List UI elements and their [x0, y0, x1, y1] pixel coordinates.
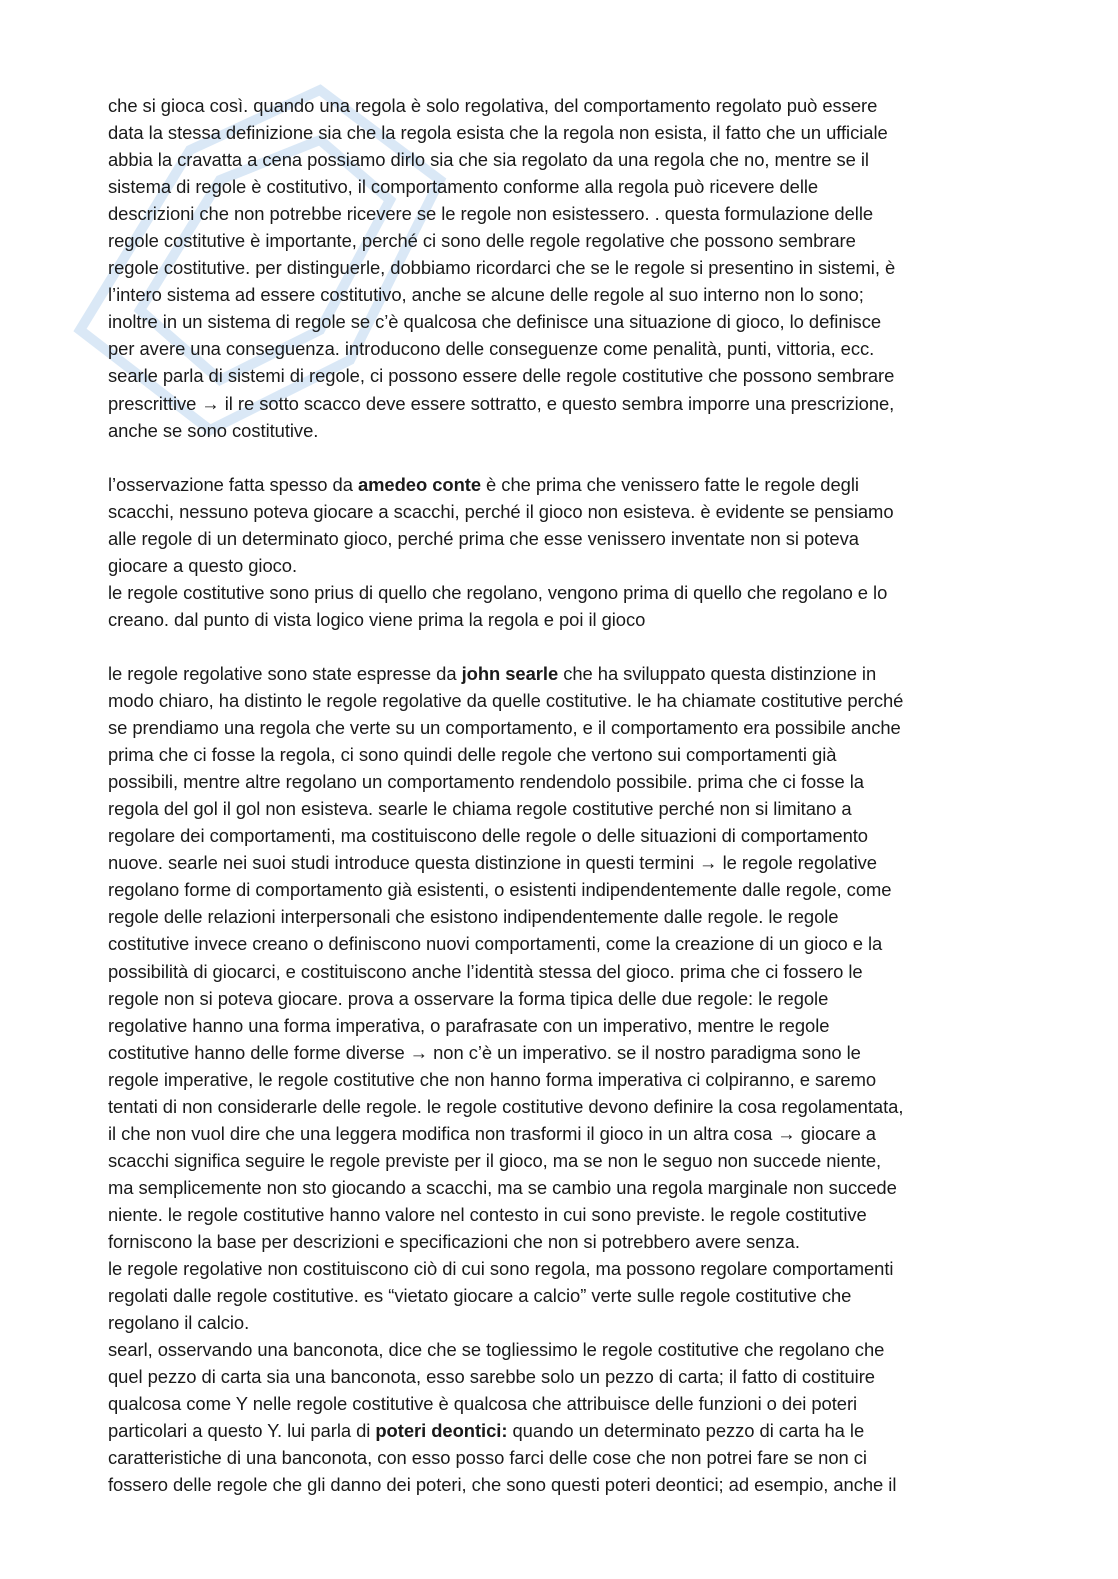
text-line	[108, 146, 1018, 173]
text-segment: searl, osservando una banconota, dice che se togliessimo le regole costitutive che regolano che	[108, 1339, 885, 1361]
text-line	[108, 254, 1018, 281]
bold-term: poteri deontici:	[375, 1420, 508, 1442]
text-segment: data la stessa definizione sia che la regola esista che la regola non esista, il fatto che un ufficiale	[108, 122, 888, 144]
text-line	[108, 795, 1018, 822]
text-segment: prima che ci fosse la regola, ci sono quindi delle regole che vertono sui comportamenti già	[108, 744, 837, 766]
text-segment: descrizioni che non potrebbe ricevere se le regole non esistessero. . questa formulazione delle	[108, 203, 874, 225]
text-line	[108, 1309, 1018, 1336]
text-line	[108, 1390, 1018, 1417]
text-line	[108, 281, 1018, 308]
text-segment: regolati dalle regole costitutive. es “vietato giocare a calcio” verte sulle regole costitutive che	[108, 1285, 852, 1307]
text-line	[108, 687, 1018, 714]
text-segment: niente. le regole costitutive hanno valore nel contesto in cui sono previste. le regole costitutive	[108, 1203, 867, 1225]
text-line	[108, 525, 1018, 552]
text-segment: ma semplicemente non sto giocando a scacchi, ma se cambio una regola marginale non succede	[108, 1176, 897, 1198]
text-segment: regola del gol il gol non esisteva. searle le chiama regole costitutive perché non si limitano a	[108, 798, 852, 820]
text-line	[108, 1066, 1018, 1093]
text-segment: possibilità di giocarci, e costituiscono anche l’identità stessa del gioco. prima che ci fossero le	[108, 960, 863, 982]
text-line	[108, 173, 1018, 200]
text-segment: che si gioca così. quando una regola è solo regolativa, del comportamento regolato può essere	[108, 95, 878, 116]
text-segment: modo chiaro, ha distinto le regole regolative da quelle costitutive. le ha chiamate costitutive perché	[108, 690, 904, 712]
text-line	[108, 930, 1018, 957]
text-line	[108, 606, 1018, 633]
text-segment: quando un determinato pezzo di carta ha le	[507, 1420, 865, 1442]
text-line	[108, 876, 1018, 903]
text-line	[108, 1471, 1018, 1498]
bold-term: john searle	[461, 662, 559, 684]
text-line	[108, 335, 1018, 362]
text-segment: regole costitutive è importante, perché ci sono delle regole regolative che possono sembrare	[108, 230, 856, 252]
text-line	[108, 1174, 1018, 1201]
text-line	[108, 390, 1018, 417]
text-segment: prescrittive → il re sotto scacco deve essere sottratto, e questo sembra imporre una prescrizione,	[108, 392, 895, 414]
text-segment: forniscono la base per descrizioni e specificazioni che non si potrebbero avere senza.	[108, 1230, 800, 1252]
text-segment: regole imperative, le regole costitutive che non hanno forma imperativa ci colpiranno, e saremo	[108, 1068, 877, 1090]
text-line	[108, 1093, 1018, 1120]
text-segment: possibili, mentre altre regolano un comportamento rendendolo possibile. prima che ci fosse la	[108, 771, 864, 793]
text-segment: regolano forme di comportamento già esistenti, o esistenti indipendentemente dalle regole, come	[108, 879, 892, 901]
text-line	[108, 1201, 1018, 1228]
text-segment: regolano il calcio.	[108, 1312, 250, 1334]
text-segment: tentati di non considerarle delle regole. le regole costitutive devono definire la cosa regolamentata,	[108, 1095, 904, 1117]
text-line	[108, 985, 1018, 1012]
text-segment: regolative hanno una forma imperativa, o parafrasate con un imperativo, mentre le regole	[108, 1014, 830, 1036]
text-segment: caratteristiche di una banconota, con esso posso farci delle cose che non potrei fare se non ci	[108, 1447, 867, 1469]
text-line	[108, 958, 1018, 985]
text-segment: searle parla di sistemi di regole, ci possono essere delle regole costitutive che possono sembrare	[108, 365, 895, 387]
text-segment: scacchi, nessuno poteva giocare a scacchi, perché il gioco non esisteva. è evidente se pensiamo	[108, 500, 894, 522]
text-segment: fossero delle regole che gli danno dei poteri, che sono questi poteri deontici; ad esempio, anche il	[108, 1474, 897, 1496]
text-segment: le regole regolative sono state espresse da	[108, 662, 462, 684]
text-segment: regole non si poteva giocare. prova a osservare la forma tipica delle due regole: le regole	[108, 987, 829, 1009]
text-segment: il che non vuol dire che una leggera modifica non trasformi il gioco in un altra cosa → giocare a	[108, 1122, 876, 1144]
text-segment: per avere una conseguenza. introducono delle conseguenze come penalità, punti, vittoria, ecc.	[108, 338, 875, 360]
text-line	[108, 1282, 1018, 1309]
text-line	[108, 660, 1018, 687]
text-line	[108, 1120, 1018, 1147]
text-segment: alle regole di un determinato gioco, perché prima che esse venissero inventate non si poteva	[108, 527, 859, 549]
paragraph-gap	[108, 633, 1018, 660]
text-segment: costitutive invece creano o definiscono nuovi comportamenti, come la creazione di un gioco e la	[108, 933, 883, 955]
text-line	[108, 1039, 1018, 1066]
text-line	[108, 119, 1018, 146]
text-line	[108, 1147, 1018, 1174]
text-line	[108, 1336, 1018, 1363]
text-segment: l’intero sistema ad essere costitutivo, anche se alcune delle regole al suo interno non lo sono;	[108, 284, 864, 306]
text-segment: nuove. searle nei suoi studi introduce questa distinzione in questi termini → le regole regolative	[108, 852, 877, 874]
text-line	[108, 903, 1018, 930]
text-line	[108, 741, 1018, 768]
text-line	[108, 768, 1018, 795]
text-segment: regole delle relazioni interpersonali che esistono indipendentemente dalle regole. le regole	[108, 906, 839, 928]
text-segment: giocare a questo gioco.	[108, 554, 298, 576]
text-line	[108, 552, 1018, 579]
text-segment: è che prima che venissero fatte le regole degli	[481, 473, 859, 495]
text-line	[108, 579, 1018, 606]
text-line	[108, 498, 1018, 525]
text-line	[108, 822, 1018, 849]
text-line	[108, 227, 1018, 254]
paragraph-gap	[108, 444, 1018, 471]
text-segment: regole costitutive. per distinguerle, dobbiamo ricordarci che se le regole si presentino in sistemi, è	[108, 257, 896, 279]
text-segment: le regole regolative non costituiscono ciò di cui sono regola, ma possono regolare comportamenti	[108, 1258, 894, 1280]
text-line	[108, 1417, 1018, 1444]
text-line	[108, 849, 1018, 876]
text-segment: inoltre in un sistema di regole se c’è qualcosa che definisce una situazione di gioco, lo definisce	[108, 311, 882, 333]
text-segment: quel pezzo di carta sia una banconota, esso sarebbe solo un pezzo di carta; il fatto di costituire	[108, 1366, 875, 1388]
text-segment: qualcosa come Y nelle regole costitutive è qualcosa che attribuisce delle funzioni o dei poteri	[108, 1393, 858, 1415]
text-segment: costitutive hanno delle forme diverse → non c’è un imperativo. se il nostro paradigma sono le	[108, 1041, 861, 1063]
text-line	[108, 417, 1018, 444]
text-segment: creano. dal punto di vista logico viene prima la regola e poi il gioco	[108, 608, 646, 630]
text-segment: che ha sviluppato questa distinzione in	[558, 662, 877, 684]
text-line	[108, 1012, 1018, 1039]
text-line	[108, 362, 1018, 389]
text-segment: anche se sono costitutive.	[108, 419, 319, 441]
text-line	[108, 1255, 1018, 1282]
text-line	[108, 1228, 1018, 1255]
text-segment: scacchi significa seguire le regole previste per il gioco, ma se non le seguo non succede niente,	[108, 1149, 882, 1171]
text-line	[108, 1363, 1018, 1390]
text-line	[108, 200, 1018, 227]
text-segment: sistema di regole è costitutivo, il comportamento conforme alla regola può ricevere delle	[108, 176, 819, 198]
bold-term: amedeo conte	[357, 473, 481, 495]
text-segment: regolare dei comportamenti, ma costituiscono delle regole o delle situazioni di comportamento	[108, 825, 868, 847]
text-segment: l’osservazione fatta spesso da	[108, 473, 358, 495]
text-line	[108, 714, 1018, 741]
document-body	[108, 92, 1018, 1498]
text-segment: particolari a questo Y. lui parla di	[108, 1420, 376, 1442]
text-line	[108, 471, 1018, 498]
text-segment: le regole costitutive sono prius di quello che regolano, vengono prima di quello che regolano e lo	[108, 581, 888, 603]
text-line	[108, 308, 1018, 335]
text-segment: se prendiamo una regola che verte su un comportamento, e il comportamento era possibile anche	[108, 717, 901, 739]
text-segment: abbia la cravatta a cena possiamo dirlo sia che sia regolato da una regola che no, mentre se il	[108, 149, 869, 171]
text-line	[108, 1444, 1018, 1471]
text-line	[108, 92, 1018, 119]
